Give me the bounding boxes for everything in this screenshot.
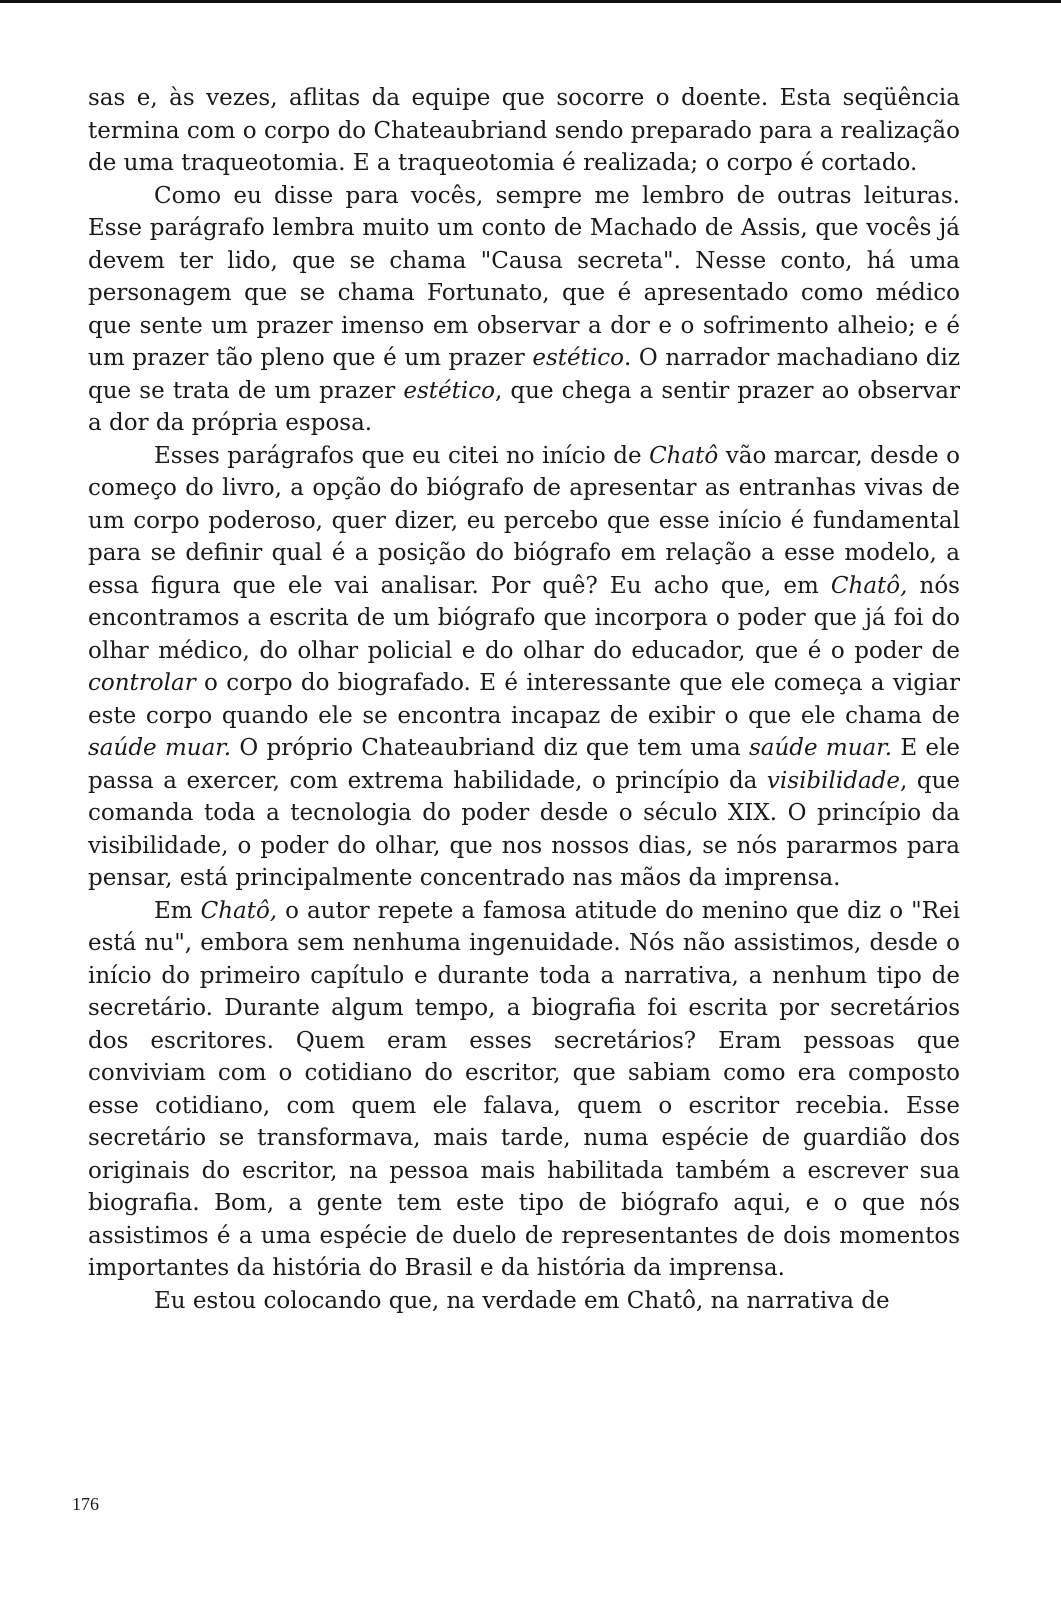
text-run: vão marcar, desde o começo do livro, a opção do biógrafo de apresentar as entranhas vivas de um corpo poderoso, quer dizer, eu percebo que esse início é fundamental para se definir qual é a posição do biógrafo em relação a esse modelo, a essa figura que ele vai analisar. Por quê? Eu acho que, em xyxy=(88,442,960,599)
italic-text: Chatô xyxy=(649,442,719,469)
text-run: o corpo do biografado. E é interessante que ele começa a vigiar este corpo quando ele se encontra incapaz de exibir o que ele chama de xyxy=(88,670,960,729)
page-number: 176 xyxy=(72,1494,99,1514)
paragraph xyxy=(88,440,960,895)
text-run: O próprio Chateaubriand diz que tem uma xyxy=(231,735,749,761)
text-run: E ele passa a exercer, com extrema habilidade, o princípio da xyxy=(88,735,960,794)
page-body xyxy=(88,82,960,1317)
text-run: Como eu disse para vocês, sempre me lembro de outras leituras. Esse parágrafo lembra muito um conto de Machado de Assis, que vocês já devem ter lido, que se chama "Causa secreta". Nesse conto, há uma personagem que se chama Fortunato, que é apresentado como médico que sente um prazer imenso em observar a dor e o sofrimento alheio; e é um prazer tão pleno que é um prazer xyxy=(88,182,960,371)
italic-text: visibilidade xyxy=(766,767,900,794)
italic-text: saúde muar. xyxy=(88,735,232,761)
paragraph xyxy=(88,895,960,1285)
text-run: o autor repete a famosa atitude do menino que diz o "Rei está nu", embora sem nenhuma ingenuidade. Nós não assistimos, desde o início do primeiro capítulo e durante toda a narrativa, a nenhum tipo de secretário. Durante algum tempo, a biografia foi escrita por secretários dos escritores. Quem eram esses secretários? Eram pessoas que conviviam com o cotidiano do escritor, que sabiam como era composto esse cotidiano, com quem ele falava, quem o escritor recebia. Esse secretário se transformava, mais tarde, numa espécie de guardião dos originais do escritor, na pessoa mais habilitada também a escrever sua biografia. Bom, a gente tem este tipo de biógrafo aqui, e o que nós assistimos é a uma espécie de duelo de representantes de dois momentos importantes da história do Brasil e da história da imprensa. xyxy=(88,897,960,1281)
italic-text: estético xyxy=(532,345,624,371)
text-run: Esses parágrafos que eu citei no início de xyxy=(154,442,650,469)
italic-text: Chatô, xyxy=(200,897,278,924)
text-run: , que chega a sentir prazer ao observar a dor da própria esposa. xyxy=(88,377,960,436)
text-run: , que comanda toda a tecnologia do poder desde o século XIX. O princípio da visibilidade, o poder do olhar, que nos nossos dias, se nós pararmos para pensar, está principalmente concentrado nas mãos da imprensa. xyxy=(88,767,960,891)
top-border-rule xyxy=(0,0,1061,3)
paragraph xyxy=(88,180,960,440)
paragraph xyxy=(88,1285,960,1318)
italic-text: estético xyxy=(403,377,495,404)
paragraph xyxy=(88,82,960,180)
italic-text: saúde muar. xyxy=(748,735,893,761)
text-run: . O narrador machadiano diz que se trata de um prazer xyxy=(88,345,960,404)
italic-text: controlar xyxy=(88,670,196,696)
text-run: Eu estou colocando que, na verdade em Chatô, na narrativa de xyxy=(154,1287,890,1314)
text-run: Em xyxy=(154,897,201,924)
text-run: sas e, às vezes, aflitas da equipe que socorre o doente. Esta seqüência termina com o corpo do Chateaubriand sendo preparado para a realização de uma traqueotomia. E a traqueotomia é realizada; o corpo é cortado. xyxy=(88,85,960,176)
italic-text: Chatô, xyxy=(830,572,908,599)
text-run: nós encontramos a escrita de um biógrafo que incorpora o poder que já foi do olhar médico, do olhar policial e do olhar do educador, que é o poder de xyxy=(88,572,960,664)
